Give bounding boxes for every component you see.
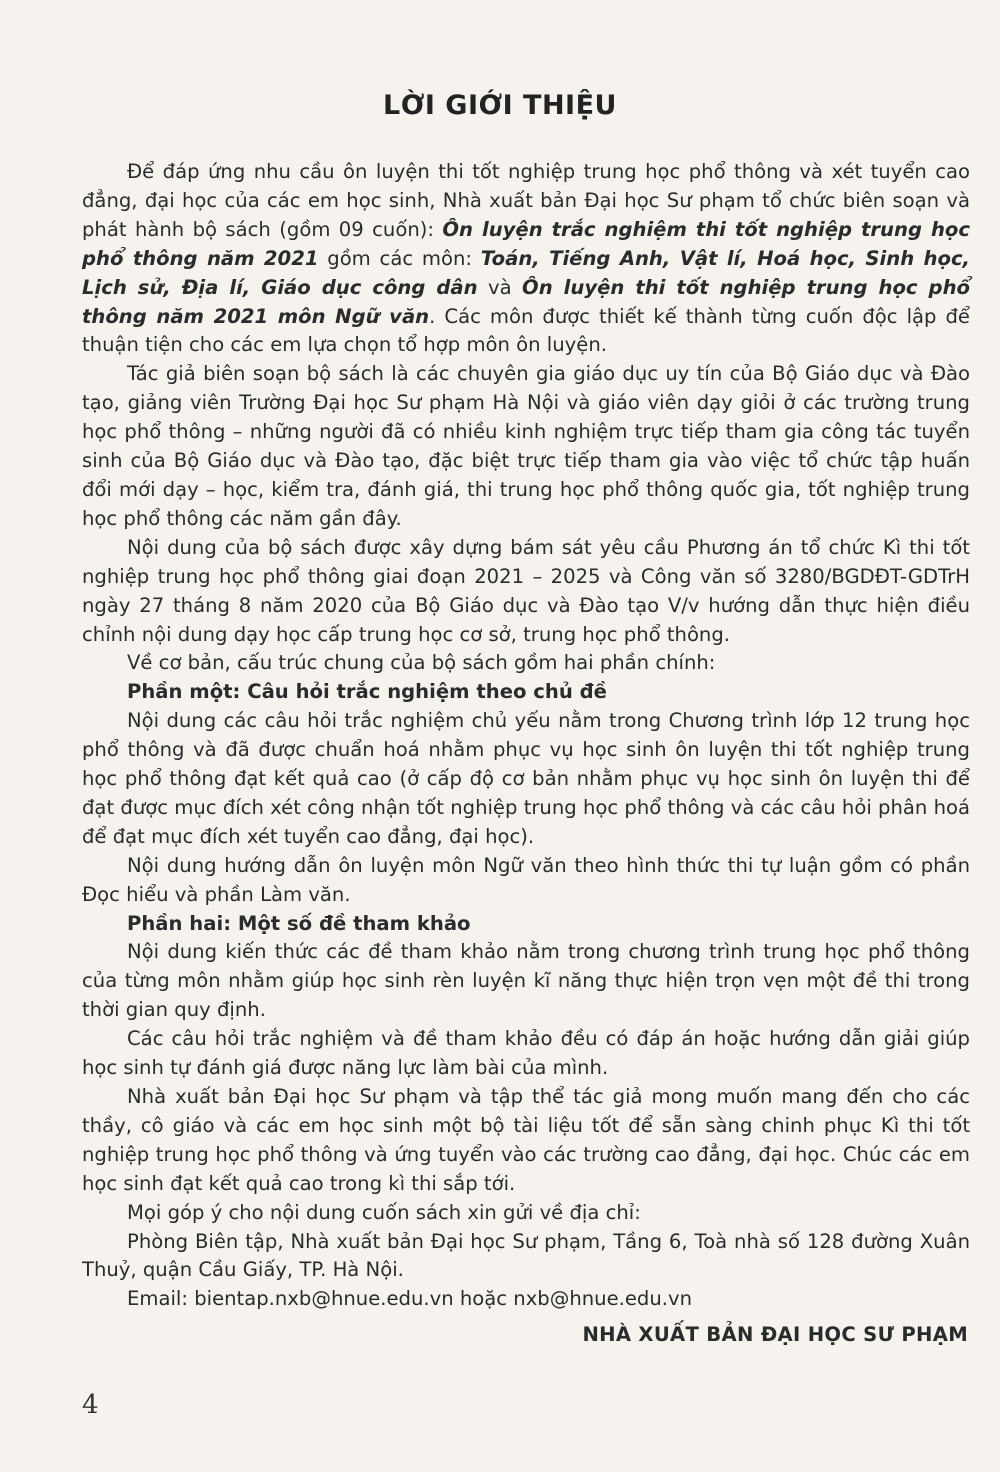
paragraph-literature: Nội dung hướng dẫn ôn luyện môn Ngữ văn theo hình thức thi tự luận gồm có phần Đọc hiểu và phần Làm văn. xyxy=(82,853,970,906)
page-title: LỜI GIỚI THIỆU xyxy=(383,90,617,121)
paragraph-feedback: Mọi góp ý cho nội dung cuốn sách xin gửi về địa chỉ: xyxy=(127,1200,641,1224)
publisher-signature: NHÀ XUẤT BẢN ĐẠI HỌC SƯ PHẠM xyxy=(582,1323,968,1346)
paragraph-answers: Các câu hỏi trắc nghiệm và đề tham khảo đều có đáp án hoặc hướng dẫn giải giúp học sinh tự đánh giá được năng lực làm bài của mình. xyxy=(82,1027,970,1080)
intro-text-4: . Các môn được thiết kế thành từng cuốn độc lập để thuận tiện cho các em lựa chọn tổ hợp môn ôn luyện. xyxy=(82,304,970,357)
paragraph-part-one: Nội dung các câu hỏi trắc nghiệm chủ yếu nằm trong Chương trình lớp 12 trung học phổ thông và đã được chuẩn hoá nhằm phục vụ học sinh ôn luyện thi tốt nghiệp trung học phổ thông đạt kết quả cao (ở cấp độ cơ bản nhằm phục vụ học sinh ôn luyện thi để đạt được mục đích xét công nhận tốt nghiệp trung học phổ thông và các câu hỏi phân hoá để đạt mục đích xét tuyển cao đẳng, đại học). xyxy=(82,709,970,848)
intro-text-2: gồm các môn: xyxy=(318,246,481,270)
paragraph-email: Email: bientap.nxb@hnue.edu.vn hoặc nxb@hnue.edu.vn xyxy=(127,1287,693,1311)
part-two-heading: Phần hai: Một số đề tham khảo xyxy=(127,911,471,935)
preface-body xyxy=(82,158,970,1314)
intro-text-3: và xyxy=(477,275,523,299)
part-one-heading: Phần một: Câu hỏi trắc nghiệm theo chủ đề xyxy=(127,680,607,704)
paragraph-wishes: Nhà xuất bản Đại học Sư phạm và tập thể tác giả mong muốn mang đến cho các thầy, cô giáo và các em học sinh một bộ tài liệu tốt để sẵn sàng chinh phục Kì thi tốt nghiệp trung học phổ thông và ứng tuyển vào các trường cao đẳng, đại học. Chúc các em học sinh đạt kết quả cao trong kì thi sắp tới. xyxy=(82,1085,970,1195)
intro-book-title: Ôn luyện trắc nghiệm thi tốt nghiệp trung học phổ thông năm 2021 xyxy=(82,217,970,270)
intro-text-1: Để đáp ứng nhu cầu ôn luyện thi tốt nghiệp trung học phổ thông và xét tuyển cao đẳng, đại học của các em học sinh, Nhà xuất bản Đại học Sư phạm tổ chức biên soạn và phát hành bộ sách (gồm 09 cuốn): xyxy=(82,160,970,241)
paragraph-intro xyxy=(82,158,970,360)
intro-subject-list: Toán, Tiếng Anh, Vật lí, Hoá học, Sinh học, Lịch sử, Địa lí, Giáo dục công dân xyxy=(82,246,970,299)
page-number: 4 xyxy=(82,1390,99,1420)
paragraph-content-basis: Nội dung của bộ sách được xây dựng bám sát yêu cầu Phương án tổ chức Kì thi tốt nghiệp trung học phổ thông giai đoạn 2021 – 2025 và Công văn số 3280/BGDĐT-GDTrH ngày 27 tháng 8 năm 2020 của Bộ Giáo dục và Đào tạo V/v hướng dẫn thực hiện điều chỉnh nội dung dạy học cấp trung học cơ sở, trung học phổ thông. xyxy=(82,535,970,646)
paragraph-part-two: Nội dung kiến thức các đề tham khảo nằm trong chương trình trung học phổ thông của từng môn nhằm giúp học sinh rèn luyện kĩ năng thực hiện trọn vẹn một đề thi trong thời gian quy định. xyxy=(82,940,970,1022)
intro-literature-title: Ôn luyện thi tốt nghiệp trung học phổ thông năm 2021 môn Ngữ văn xyxy=(82,275,970,328)
paragraph-structure: Về cơ bản, cấu trúc chung của bộ sách gồm hai phần chính: xyxy=(127,651,716,675)
paragraph-address: Phòng Biên tập, Nhà xuất bản Đại học Sư phạm, Tầng 6, Toà nhà số 128 đường Xuân Thuỷ, quận Cầu Giấy, TP. Hà Nội. xyxy=(82,1229,970,1282)
paragraph-authors: Tác giả biên soạn bộ sách là các chuyên gia giáo dục uy tín của Bộ Giáo dục và Đào tạo, giảng viên Trường Đại học Sư phạm Hà Nội và giáo viên dạy giỏi ở các trường trung học phổ thông – những người đã có nhiều kinh nghiệm trực tiếp tham gia công tác tuyển sinh của Bộ Giáo dục và Đào tạo, đặc biệt trực tiếp tham gia vào việc tổ chức tập huấn đổi mới dạy – học, kiểm tra, đánh giá, thi trung học phổ thông quốc gia, tốt nghiệp trung học phổ thông các năm gần đây. xyxy=(82,362,970,530)
